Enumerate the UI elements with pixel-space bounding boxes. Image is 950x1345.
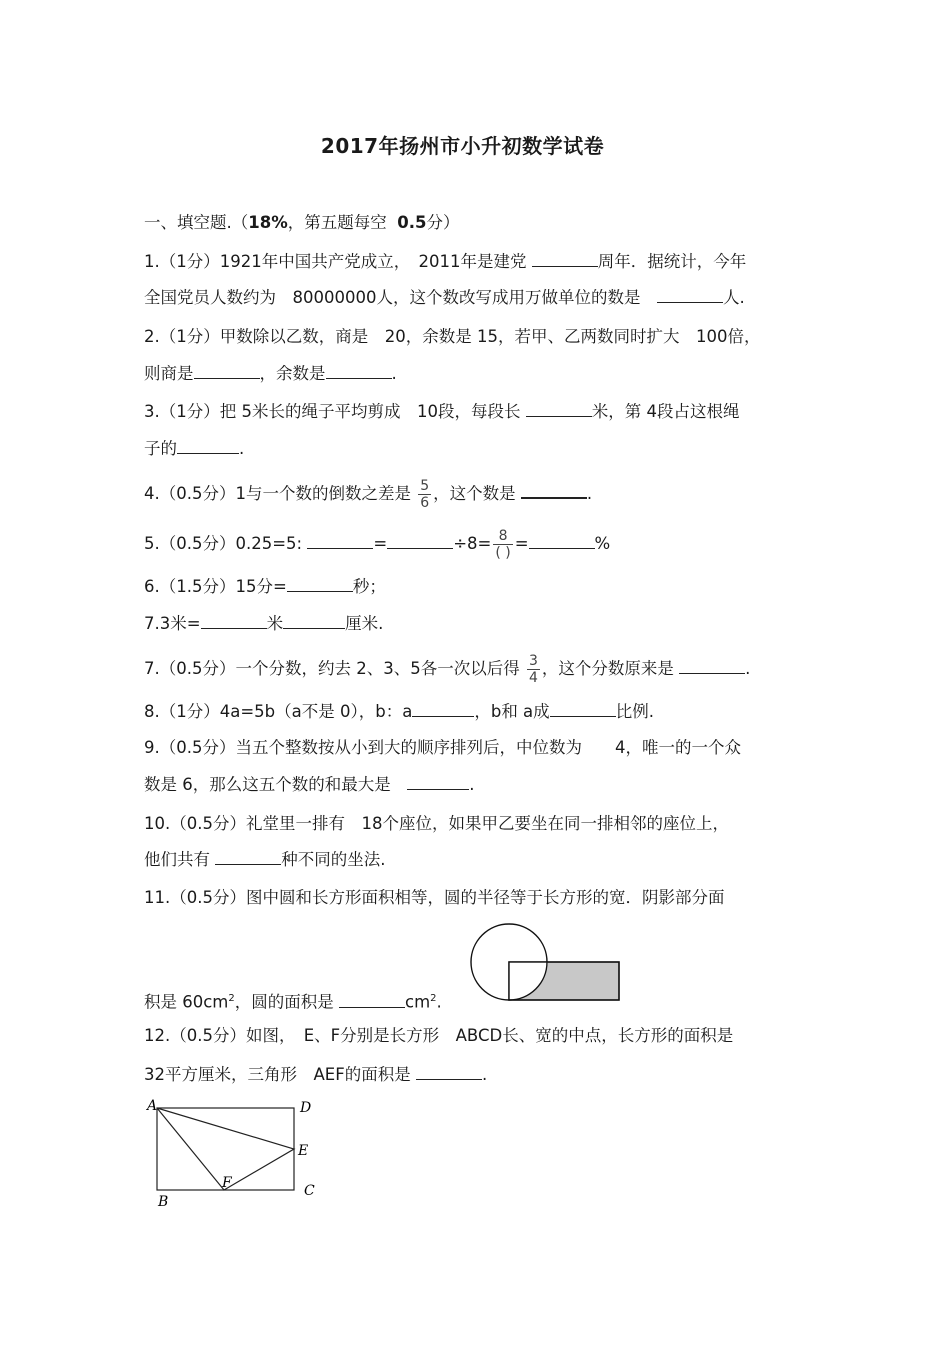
answer-blank[interactable] <box>416 1063 482 1080</box>
fraction: $\frac{3}{4}$ <box>528 653 538 686</box>
label-c: C <box>304 1183 315 1199</box>
question-3-line-1: 3.（1分）把 5米长的绳子平均剪成 10段，每段长 米，第 4段占这根绳 <box>144 402 740 421</box>
question-11-line-1: 11.（0.5分）图中圆和长方形面积相等，圆的半径等于长方形的宽．阴影部分面 <box>144 888 725 907</box>
question-6-line-1: 6.（1.5分）15分= 秒； <box>144 577 386 596</box>
question-1-line-2: 全国党员人数约为 80000000人，这个数改写成用万做单位的数是 人. <box>144 288 745 307</box>
answer-blank[interactable] <box>287 575 353 592</box>
question-10-line-2: 他们共有 种不同的坐法. <box>144 850 386 869</box>
question-10-line-1: 10.（0.5分）礼堂里一排有 18个座位，如果甲乙要坐在同一排相邻的座位上， <box>144 814 729 833</box>
answer-blank[interactable] <box>326 362 392 379</box>
answer-blank[interactable] <box>529 532 595 549</box>
answer-blank[interactable] <box>201 612 267 629</box>
answer-blank[interactable] <box>387 532 453 549</box>
question-2-line-1: 2.（1分）甲数除以乙数，商是 20，余数是 15，若甲、乙两数同时扩大 100倍， <box>144 327 761 346</box>
question-8: 8.（1分）4a=5b（a不是 0），b：a ，b和 a成 比例. <box>144 702 654 721</box>
answer-blank[interactable] <box>194 362 260 379</box>
label-e: E <box>298 1143 309 1159</box>
fraction: $\frac{8}{( )}$ <box>495 528 511 561</box>
question-3-line-2: 子的 . <box>144 439 245 458</box>
circle-rectangle-figure <box>468 920 628 1004</box>
question-12-line-1: 12.（0.5分）如图， E、F分别是长方形 ABCD长、宽的中点，长方形的面积是 <box>144 1026 734 1045</box>
question-6-line-2: 7.3米= 米 厘米. <box>144 614 384 633</box>
answer-blank[interactable] <box>177 437 239 454</box>
question-2-line-2: 则商是 ，余数是 . <box>144 364 397 383</box>
answer-blank[interactable] <box>307 532 373 549</box>
question-5: 5.（0.5分）0.25=5: = ÷8= $\frac{8}{( )}$ = % <box>144 528 611 561</box>
answer-blank[interactable] <box>215 848 281 865</box>
fraction: $\frac{5}{6}$ <box>420 478 430 511</box>
answer-blank[interactable] <box>532 250 598 267</box>
label-f: F <box>222 1175 232 1191</box>
question-9-line-1: 9.（0.5分）当五个整数按从小到大的顺序排列后，中位数为 4，唯一的一个众 <box>144 738 741 757</box>
answer-blank[interactable] <box>550 700 616 717</box>
answer-blank[interactable] <box>407 773 469 790</box>
answer-blank[interactable] <box>657 286 723 303</box>
answer-blank[interactable] <box>412 700 474 717</box>
page-title: 2017年扬州市小升初数学试卷 <box>320 134 605 158</box>
answer-blank[interactable] <box>283 612 345 629</box>
label-a: A <box>147 1098 158 1114</box>
question-12-line-2: 32平方厘米，三角形 AEF的面积是 . <box>144 1065 488 1084</box>
question-9-line-2: 数是 6，那么这五个数的和最大是 . <box>144 775 475 794</box>
label-d: D <box>300 1100 312 1116</box>
answer-blank[interactable] <box>526 400 592 417</box>
answer-blank[interactable] <box>679 657 745 674</box>
label-b: B <box>158 1194 169 1210</box>
answer-blank[interactable] <box>521 481 587 499</box>
answer-blank[interactable] <box>339 991 405 1008</box>
question-1-line-1: 1.（1分）1921年中国共产党成立， 2011年是建党 周年．据统计，今年 <box>144 252 747 271</box>
question-7: 7.（0.5分）一个分数，约去 2、3、5各一次以后得 $\frac{3}{4}$ ，这个分数原来是 . <box>144 653 751 686</box>
question-11-line-2: 积是 $60cm^2$，圆的面积是 $cm^2$. <box>144 992 442 1012</box>
rectangle-abcd-figure <box>140 1092 330 1212</box>
section-heading: 一、填空题.（18%，第五题每空 0.5分） <box>144 213 460 232</box>
question-4: 4.（0.5分）1与一个数的倒数之差是 $\frac{5}{6}$ ，这个数是 . <box>144 478 593 511</box>
